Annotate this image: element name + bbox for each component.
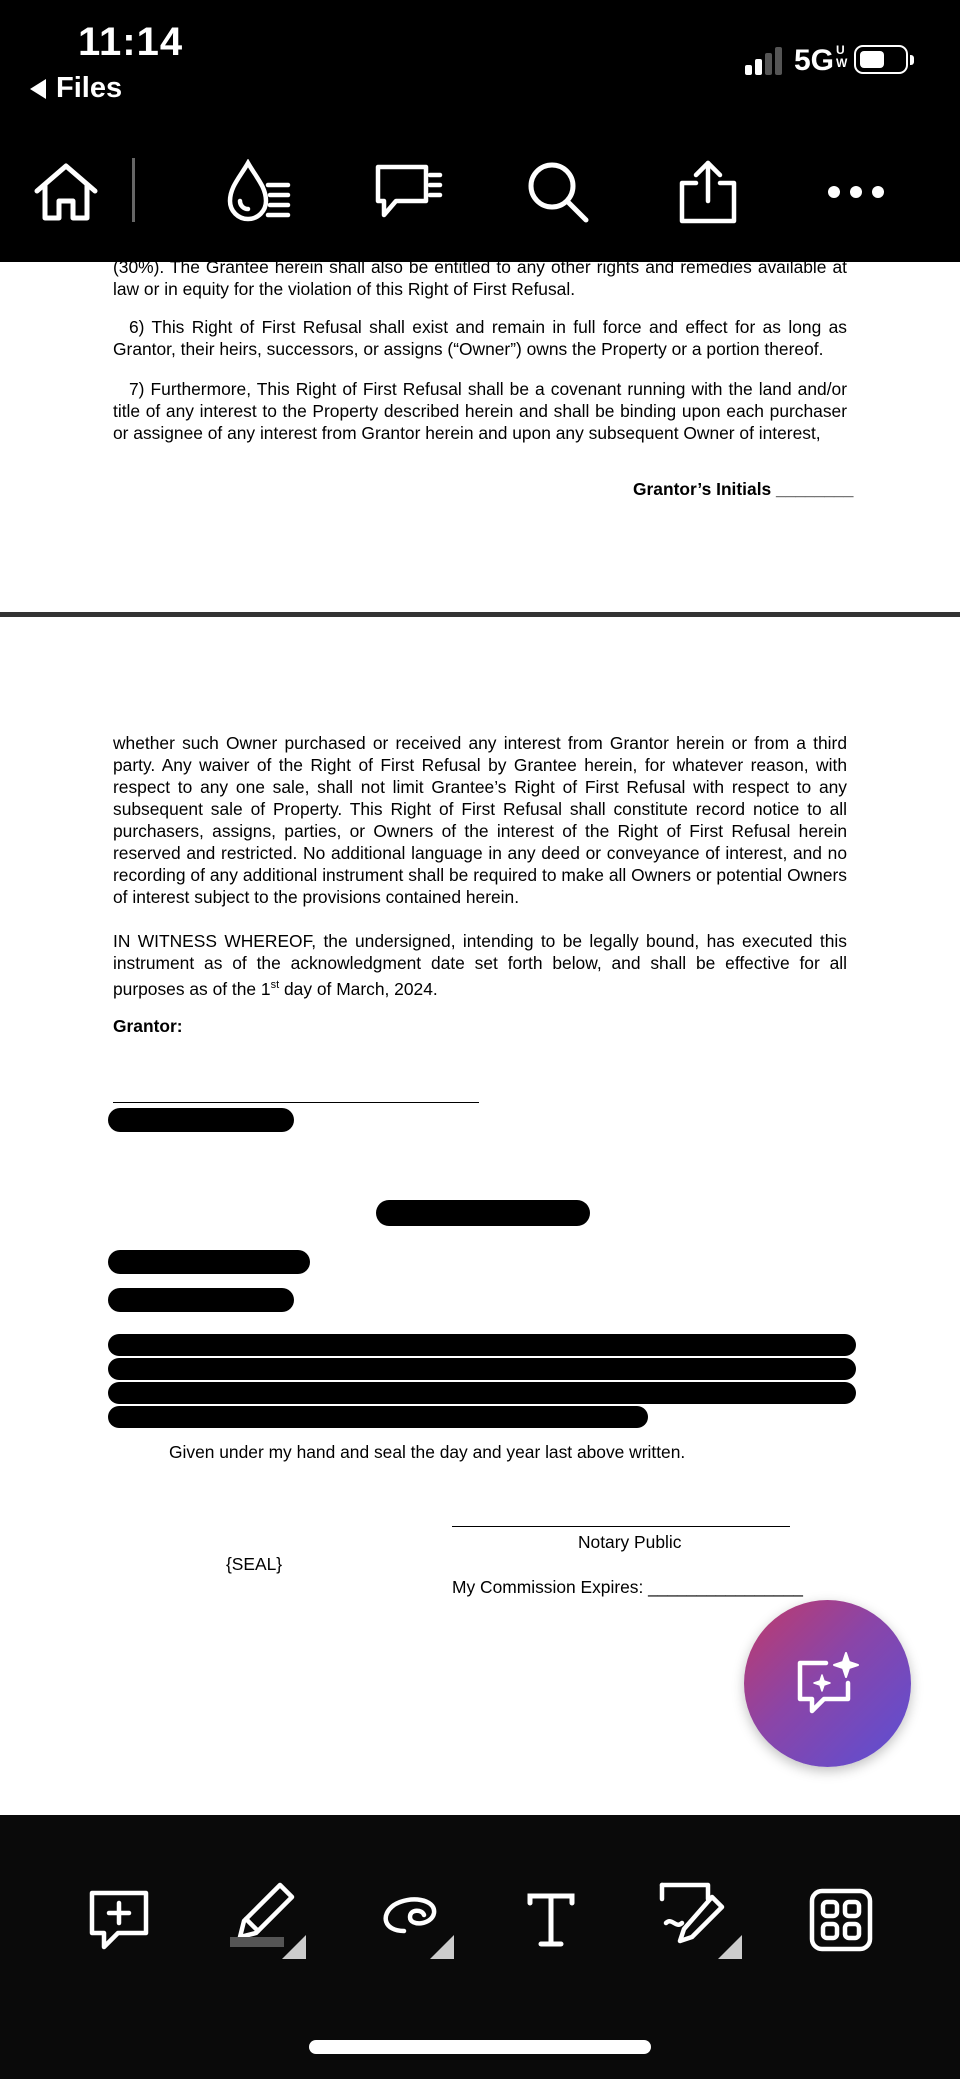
redaction-bar (108, 1406, 648, 1428)
page-break (0, 612, 960, 617)
more-tools-button[interactable] (796, 1875, 886, 1965)
grantor-signature-line[interactable] (113, 1102, 479, 1103)
search-icon (525, 159, 591, 225)
notary-public-label: Notary Public (578, 1532, 682, 1552)
given-under-hand-text: Given under my hand and seal the day and year last above written. (169, 1442, 686, 1462)
grantor-initials-field[interactable]: Grantor’s Initials ________ (633, 479, 854, 499)
witness-text-a: IN WITNESS WHEREOF, the undersigned, intending to be legally bound, has executed this instrument as of the acknowledgment date set forth below, and shall be effective for all purposes as of the 1 (113, 931, 847, 999)
cellular-signal-icon (745, 47, 785, 75)
network-type: 5G (794, 44, 835, 77)
grantor-label: Grantor: (113, 1016, 183, 1036)
para-remedies: (30%). The Grantee herein shall also be entitled to any other rights and remedies available at law or in equity for the violation of this Right of First Refusal. (113, 262, 847, 299)
freehand-draw-button[interactable] (370, 1875, 460, 1965)
ai-assistant-button[interactable] (744, 1600, 911, 1767)
comments-list-button[interactable] (368, 152, 448, 232)
network-suffix (836, 44, 847, 70)
ink-drop-button[interactable] (218, 152, 298, 232)
home-icon (33, 161, 99, 223)
home-indicator[interactable] (309, 2040, 651, 2054)
status-bar (0, 0, 960, 140)
search-button[interactable] (518, 152, 598, 232)
redaction-bar (108, 1250, 310, 1274)
back-to-files-button[interactable] (30, 72, 122, 105)
witness-text-b: day of March, 2024. (279, 978, 438, 999)
bottom-toolbar (0, 1815, 960, 2079)
sign-button[interactable] (656, 1875, 746, 1965)
share-button[interactable] (668, 152, 748, 232)
highlighter-icon (226, 1879, 308, 1961)
network-indicator (794, 44, 847, 78)
add-comment-icon (88, 1889, 150, 1951)
seal-label: {SEAL} (226, 1554, 283, 1574)
sign-icon (658, 1879, 744, 1961)
redaction-bar (108, 1108, 294, 1132)
back-arrow-icon (30, 79, 46, 99)
more-tools-grid-icon (809, 1888, 873, 1952)
network-suffix-top: U (836, 43, 845, 57)
network-suffix-bottom: W (836, 56, 848, 70)
share-icon (676, 159, 740, 225)
redaction-bar (108, 1334, 856, 1356)
witness-ordinal: st (270, 979, 280, 991)
redaction-bar (376, 1200, 590, 1226)
battery-icon (854, 45, 908, 74)
ai-assistant-chat-sparkle-icon (792, 1649, 864, 1719)
home-button[interactable] (26, 152, 106, 232)
document-viewer[interactable] (0, 262, 960, 1815)
add-comment-button[interactable] (74, 1875, 164, 1965)
toolbar-divider (132, 158, 135, 222)
top-toolbar (0, 140, 960, 262)
para-6: 6) This Right of First Refusal shall exist and remain in full force and effect for as long as Grantor, their heirs, successors, or assigns (“Owner”) owns the Property or a portion thereof. (113, 317, 847, 359)
back-label: Files (56, 72, 123, 104)
status-time: 11:14 (78, 20, 184, 64)
commission-expires-label: My Commission Expires: ________________ (452, 1577, 803, 1597)
add-text-button[interactable] (506, 1875, 596, 1965)
redaction-bar (108, 1382, 856, 1404)
notary-signature-line[interactable] (452, 1526, 790, 1527)
para-continuation: whether such Owner purchased or received any interest from Grantor herein or from a third party. Any waiver of the Right of First Refusal by Grantee herein, for whatever reason, with respect to any one sale, shall not limit Grantee’s Right of First Refusal with respect to any subsequent sale of Property. This Right of First Refusal shall constitute record notice to all purchasers, assigns, parties, or Owners of the interest of the Right of First Refusal herein reserved and restricted. No additional language in any deed or conveyance of interest, and no recording of any additional instrument shall be required to make all Owners or potential Owners of interest subject to the provisions contained herein. (113, 733, 847, 907)
freehand-draw-icon (374, 1879, 456, 1961)
more-options-button[interactable] (816, 152, 896, 232)
para-7: 7) Furthermore, This Right of First Refusal shall be a covenant running with the land and/or title of any interest to the Property described herein and shall be binding upon each purchaser or assignee of any interest from Grantor herein and upon any subsequent Owner of interest, (113, 379, 847, 443)
more-icon (826, 184, 886, 200)
para-witness (113, 930, 847, 1000)
redaction-bar (108, 1358, 856, 1380)
ink-drop-icon (222, 159, 294, 225)
redaction-bar (108, 1288, 294, 1312)
highlighter-button[interactable] (222, 1875, 312, 1965)
add-text-icon (524, 1891, 578, 1949)
comments-list-icon (372, 159, 444, 225)
